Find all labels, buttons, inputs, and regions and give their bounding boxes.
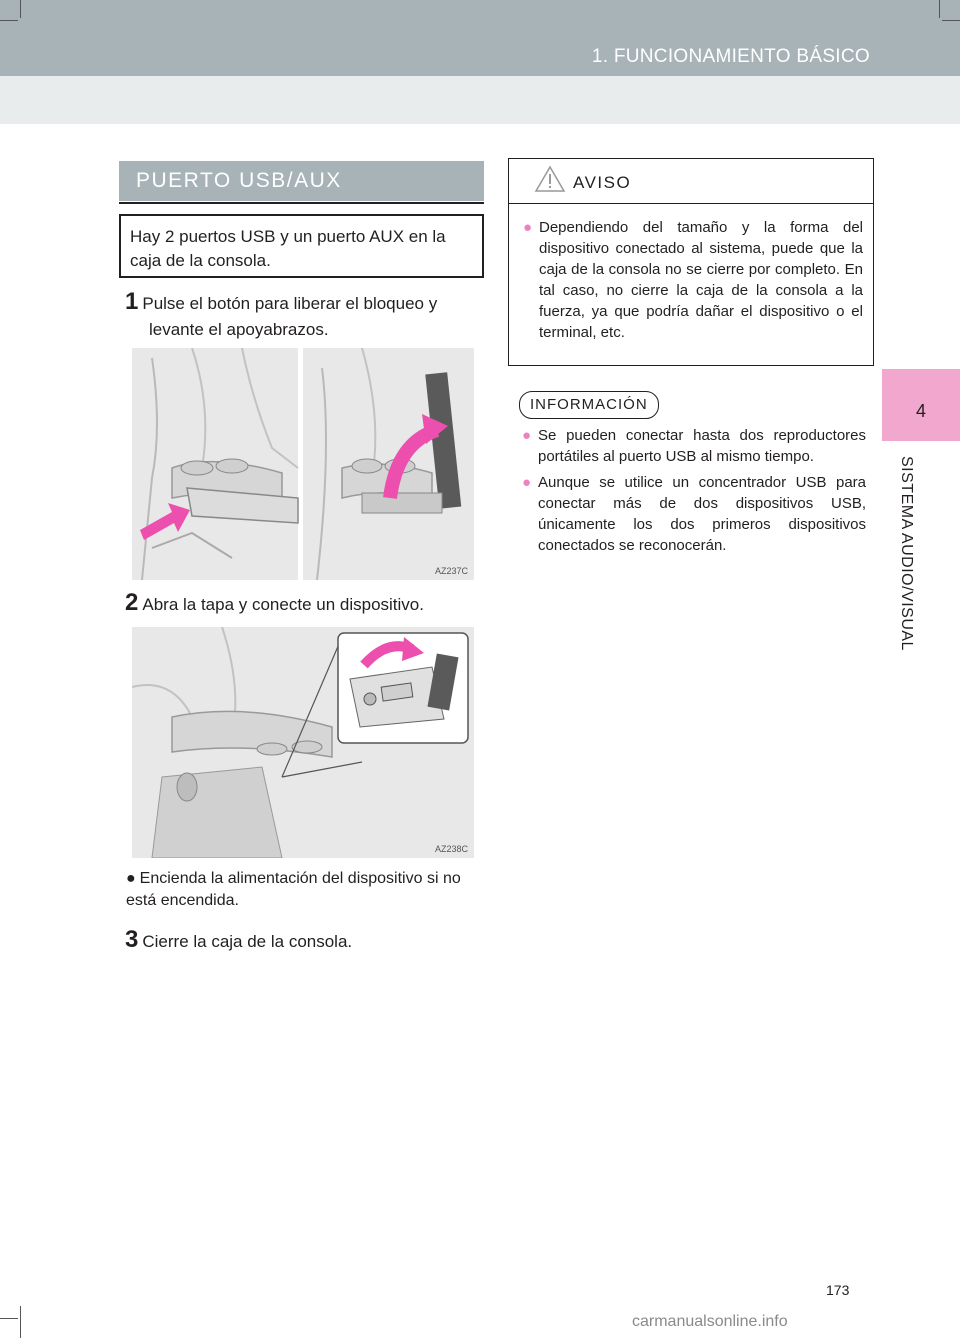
bullet-mark: ● — [126, 870, 136, 887]
chapter-side-label — [885, 456, 925, 676]
figure-armrest — [132, 348, 474, 580]
step-text: Pulse el botón para liberar el bloqueo y — [142, 294, 438, 313]
section-heading: PUERTO USB/AUX — [119, 161, 484, 201]
step-number: 2 — [125, 589, 139, 616]
armrest-illustration — [132, 348, 474, 580]
step-number: 3 — [125, 926, 139, 953]
bullet-text: Encienda la alimentación del dispositivo si no está encendida. — [126, 870, 461, 909]
warning-body — [523, 217, 863, 343]
section-intro: Hay 2 puertos USB y un puerto AUX en la caja de la consola. — [119, 214, 484, 278]
bullet-mark: ● — [523, 219, 533, 236]
warning-header — [509, 159, 873, 204]
crop-mark — [939, 0, 940, 18]
bullet-note — [126, 868, 488, 912]
info-body — [522, 425, 866, 561]
warning-text: Dependiendo del tamaño y la forma del dispositivo conectado al sistema, puede que la caja de la consola no se cierre por completo. En tal caso, no cierre la caja de la consola a la fuerza, ya que podría dañar el dispositivo o el terminal, etc. — [539, 219, 863, 341]
info-item-text: Aunque se utilice un concentrador USB para conectar más de dos dispositivos USB, únicamente los dos primeros dispositivos conectados se reconocerán. — [538, 474, 866, 554]
watermark: carmanualsonline.info — [632, 1313, 788, 1330]
usb-port-illustration — [132, 627, 474, 858]
figure-code: AZ238C — [434, 844, 468, 854]
bullet-mark: ● — [522, 427, 532, 444]
figure-usb-port — [132, 627, 474, 858]
crop-mark — [0, 20, 18, 21]
step-1 — [125, 289, 485, 343]
warning-paragraph — [523, 217, 863, 343]
chapter-title: 1. FUNCIONAMIENTO BÁSICO — [591, 46, 870, 67]
step-text: Abra la tapa y conecte un dispositivo. — [142, 595, 424, 614]
chapter-tab — [882, 369, 960, 441]
step-text-continued: levante el apoyabrazos. — [149, 320, 329, 339]
warning-box — [508, 158, 874, 366]
section-rule — [119, 202, 484, 204]
info-title: INFORMACIÓN — [519, 391, 659, 419]
info-item — [522, 472, 866, 556]
chapter-number: 4 — [915, 401, 926, 421]
crop-mark — [0, 1318, 18, 1319]
step-2 — [125, 590, 485, 618]
chapter-side-label-text: SISTEMA AUDIO/VISUAL — [898, 456, 915, 651]
step-number: 1 — [125, 288, 139, 315]
crop-mark — [20, 0, 21, 18]
crop-mark — [20, 1306, 21, 1338]
step-3 — [125, 927, 485, 955]
page-number: 173 — [826, 1282, 850, 1298]
warning-triangle-icon — [534, 165, 566, 193]
info-item — [522, 425, 866, 467]
crop-mark — [942, 20, 960, 21]
header-band — [0, 76, 960, 124]
bullet-mark: ● — [522, 474, 532, 491]
warning-title: AVISO — [573, 173, 632, 192]
figure-code: AZ237C — [434, 566, 468, 576]
step-text: Cierre la caja de la consola. — [142, 932, 353, 951]
info-item-text: Se pueden conectar hasta dos reproductores portátiles al puerto USB al mismo tiempo. — [538, 427, 866, 465]
